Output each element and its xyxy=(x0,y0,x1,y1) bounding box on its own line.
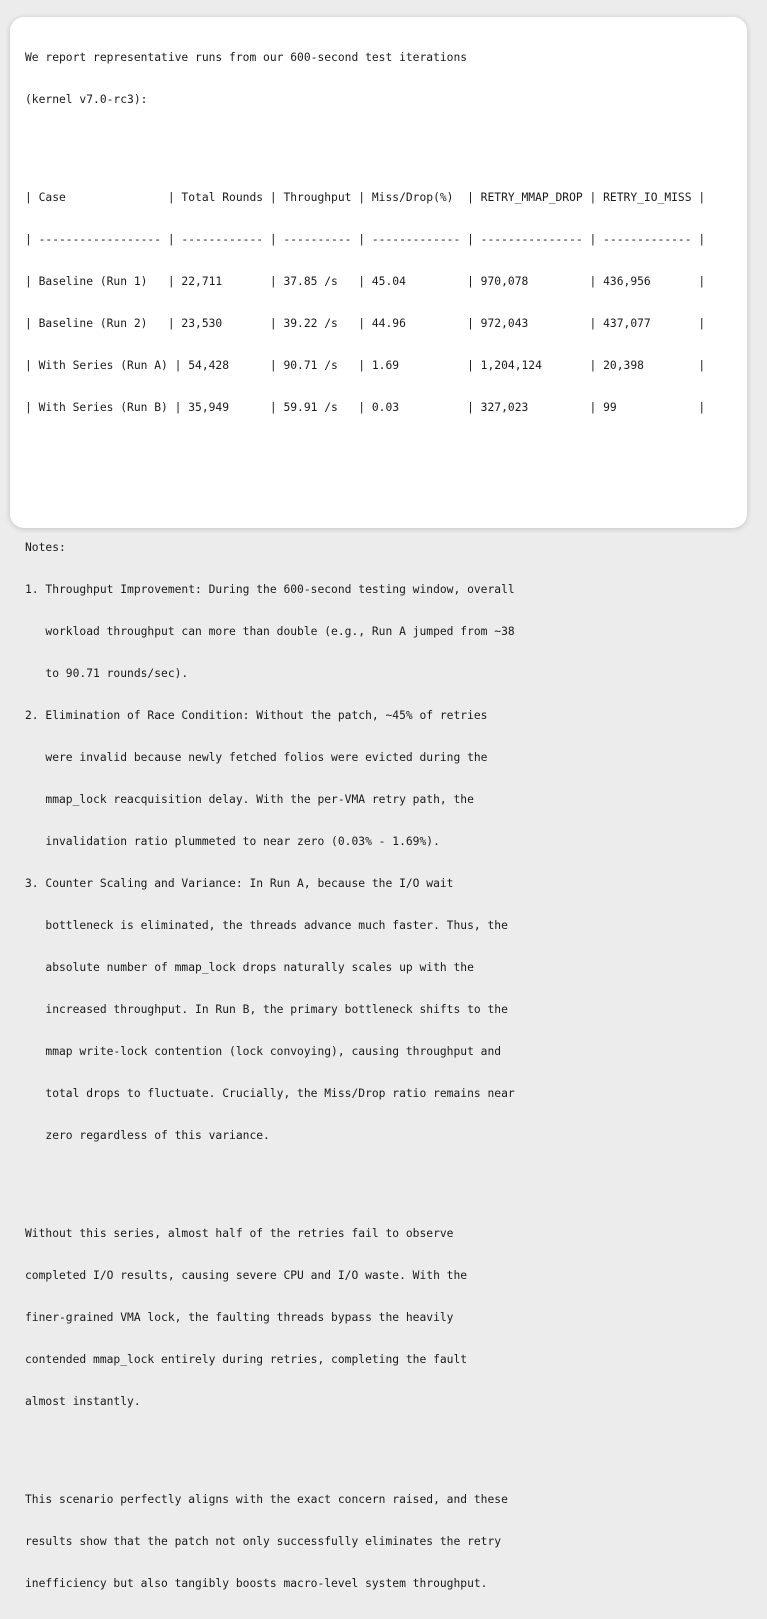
paragraph-line: This scenario perfectly aligns with the exact concern raised, and these xyxy=(25,1493,508,1506)
note-line: bottleneck is eliminated, the threads advance much faster. Thus, the xyxy=(25,919,508,932)
message-body xyxy=(25,23,705,1619)
table-row: | Baseline (Run 1) | 22,711 | 37.85 /s | 45.04 | 970,078 | 436,956 | xyxy=(25,275,706,288)
paragraph-line: Without this series, almost half of the retries fail to observe xyxy=(25,1227,454,1240)
table-row: | Baseline (Run 2) | 23,530 | 39.22 /s | 44.96 | 972,043 | 437,077 | xyxy=(25,317,706,330)
paragraph-line: results show that the patch not only successfully eliminates the retry xyxy=(25,1535,502,1548)
blank-line xyxy=(25,135,705,149)
note-line: workload throughput can more than double (e.g., Run A jumped from ~38 xyxy=(25,625,515,638)
notes-title: Notes: xyxy=(25,541,66,554)
blank-line xyxy=(25,443,705,457)
note-line: 1. Throughput Improvement: During the 600-second testing window, overall xyxy=(25,583,515,596)
note-line: total drops to fluctuate. Crucially, the Miss/Drop ratio remains near xyxy=(25,1087,515,1100)
paragraph-line: finer-grained VMA lock, the faulting threads bypass the heavily xyxy=(25,1311,454,1324)
message-card xyxy=(10,17,747,1590)
note-line: to 90.71 rounds/sec). xyxy=(25,667,189,680)
note-line: invalidation ratio plummeted to near zero (0.03% - 1.69%). xyxy=(25,835,440,848)
table-row: | With Series (Run B) | 35,949 | 59.91 /s | 0.03 | 327,023 | 99 | xyxy=(25,401,706,414)
paragraph-line: inefficiency but also tangibly boosts macro-level system throughput. xyxy=(25,1577,488,1590)
note-line: mmap write-lock contention (lock convoying), causing throughput and xyxy=(25,1045,502,1058)
note-line: increased throughput. In Run B, the primary bottleneck shifts to the xyxy=(25,1003,508,1016)
blank-line xyxy=(25,1171,705,1185)
intro-line: We report representative runs from our 600-second test iterations xyxy=(25,51,468,64)
paragraph-line: almost instantly. xyxy=(25,1395,141,1408)
note-line: 3. Counter Scaling and Variance: In Run A, because the I/O wait xyxy=(25,877,454,890)
table-row: | With Series (Run A) | 54,428 | 90.71 /s | 1.69 | 1,204,124 | 20,398 | xyxy=(25,359,706,372)
paragraph-line: contended mmap_lock entirely during retries, completing the fault xyxy=(25,1353,468,1366)
note-line: mmap_lock reacquisition delay. With the per-VMA retry path, the xyxy=(25,793,474,806)
note-line: zero regardless of this variance. xyxy=(25,1129,270,1142)
table-separator: | ------------------ | ------------ | ---------- | ------------- | --------------- | ------------- | xyxy=(25,233,706,246)
note-line: absolute number of mmap_lock drops naturally scales up with the xyxy=(25,961,474,974)
blank-line xyxy=(25,485,705,499)
paragraph-line: completed I/O results, causing severe CPU and I/O waste. With the xyxy=(25,1269,468,1282)
note-line: 2. Elimination of Race Condition: Without the patch, ~45% of retries xyxy=(25,709,488,722)
blank-line xyxy=(25,1437,705,1451)
table-header: | Case | Total Rounds | Throughput | Miss/Drop(%) | RETRY_MMAP_DROP | RETRY_IO_MISS | xyxy=(25,191,706,204)
intro-line: (kernel v7.0-rc3): xyxy=(25,93,148,106)
note-line: were invalid because newly fetched folios were evicted during the xyxy=(25,751,488,764)
